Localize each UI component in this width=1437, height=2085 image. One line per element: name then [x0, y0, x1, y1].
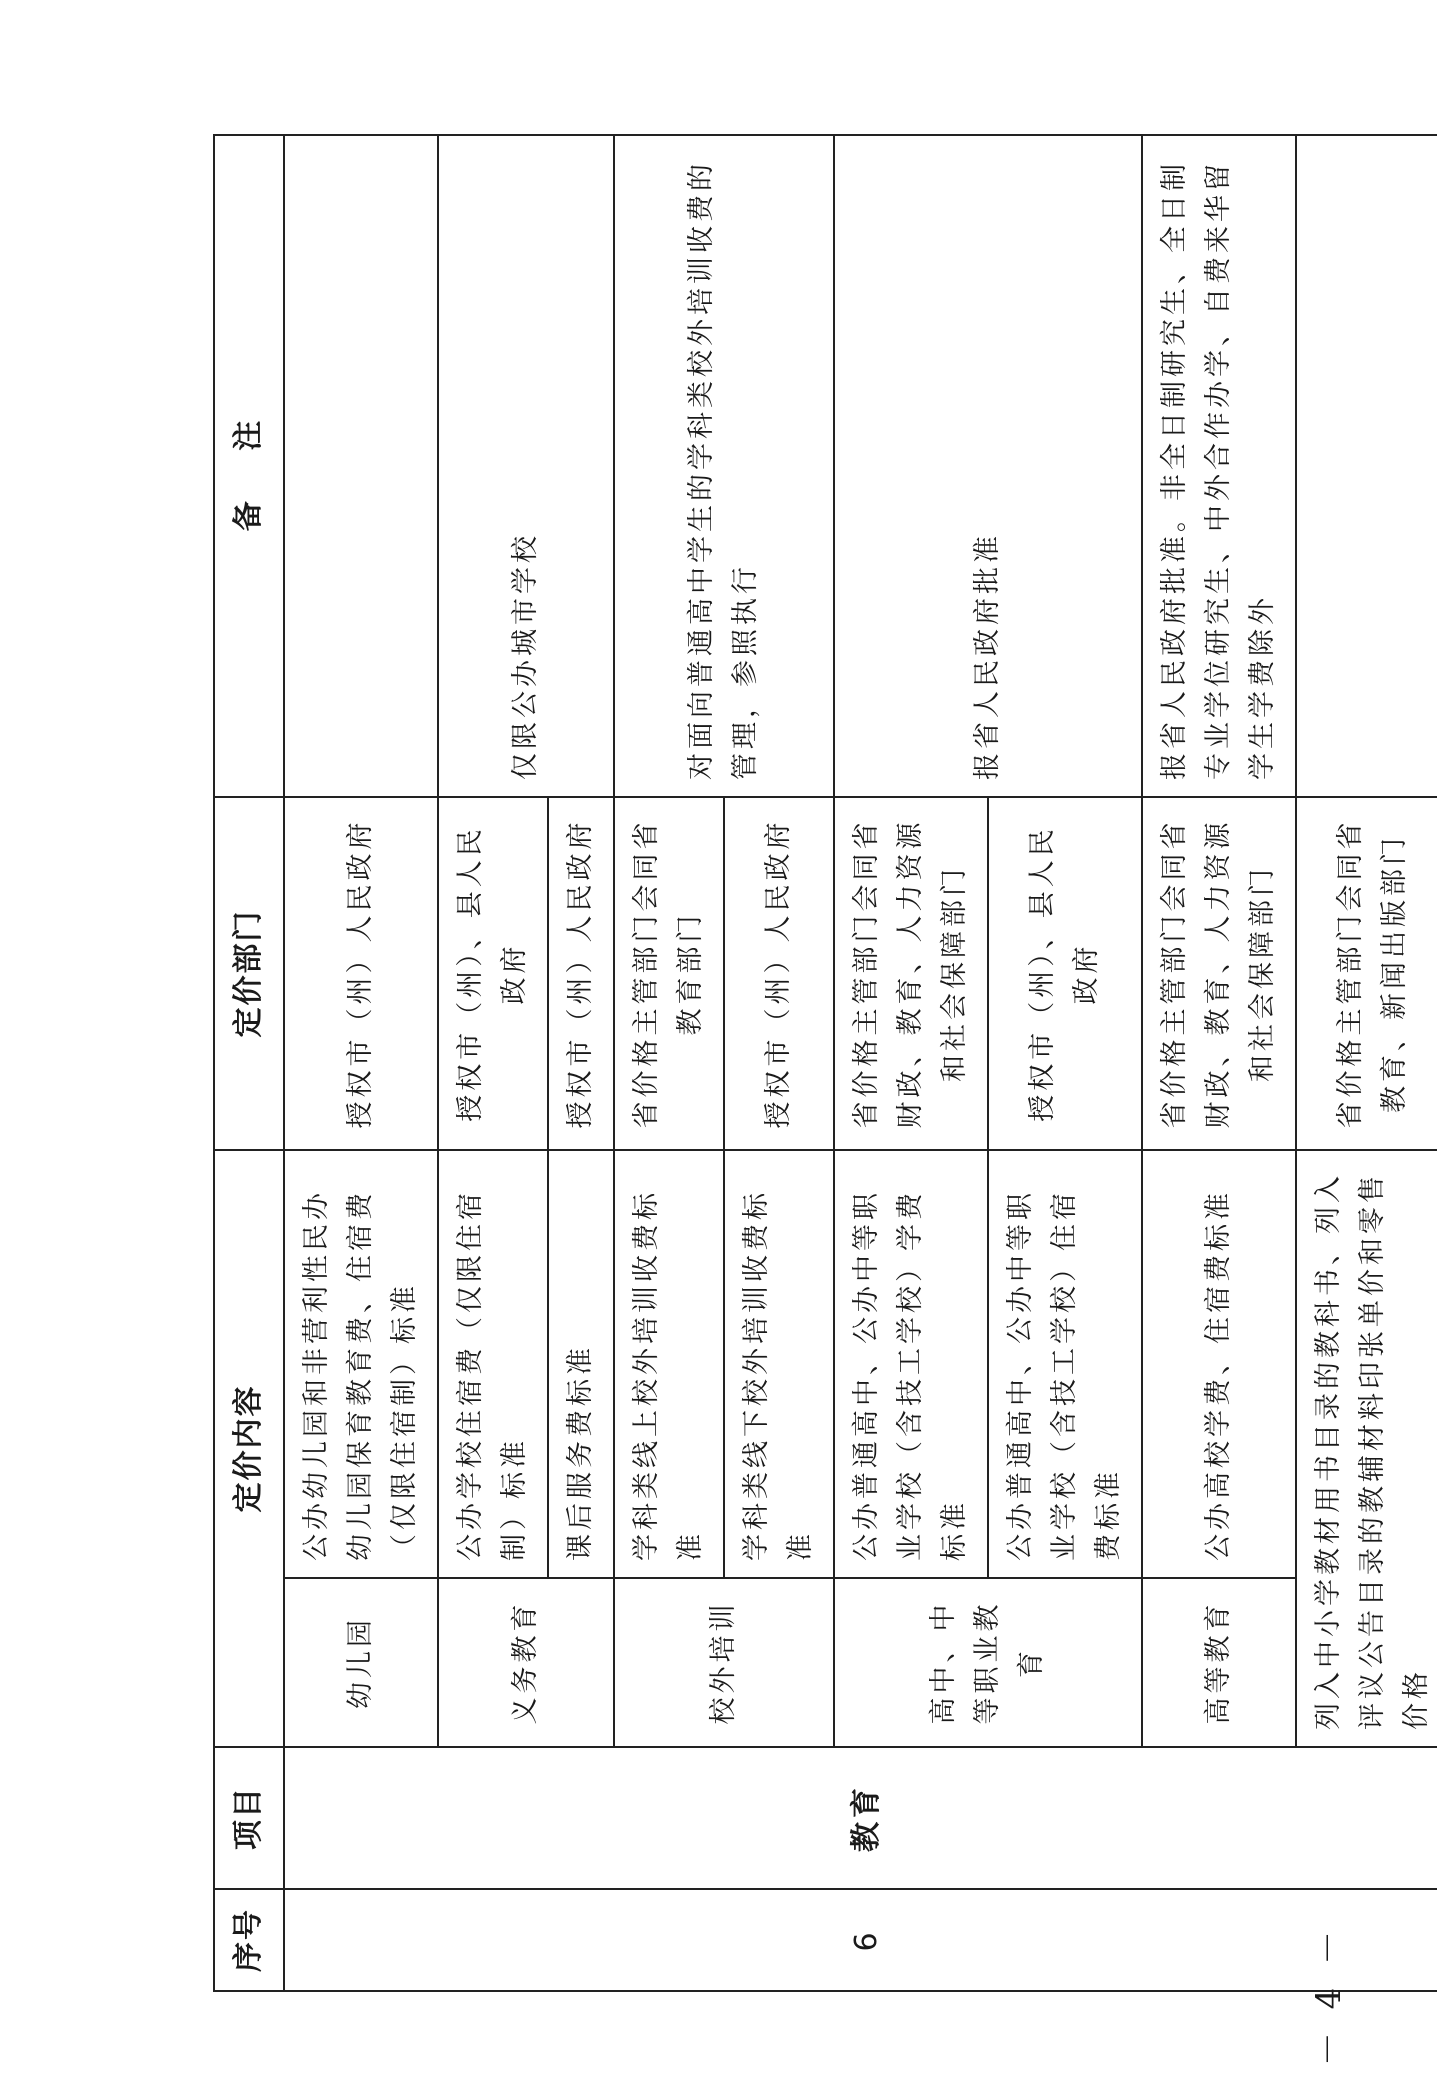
table-row — [1142, 135, 1296, 1991]
remarks-cell: 对面向普通高中学生的学科类校外培训收费的管理，参照执行 — [614, 135, 834, 797]
department-cell: 授权市（州）人民政府 — [724, 797, 834, 1150]
table-row — [834, 135, 988, 1991]
remarks-cell: 报省人民政府批准。非全日制研究生、全日制专业学位研究生、中外合作办学、自费来华留学生学费除外 — [1142, 135, 1296, 797]
seq-cell: 6 — [284, 1889, 1437, 1991]
category-cell: 义务教育 — [438, 1578, 614, 1747]
department-cell: 授权市（州）人民政府 — [284, 797, 438, 1150]
item-cell: 教育 — [284, 1747, 1437, 1889]
pricing-table — [213, 134, 1437, 1992]
content-cell: 公办普通高中、公办中等职业学校（含技工学校）学费标准 — [834, 1150, 988, 1578]
header-department: 定价部门 — [214, 797, 284, 1150]
department-cell: 授权市（州）、县人民政府 — [438, 797, 548, 1150]
department-cell: 省价格主管部门会同省教育部门 — [614, 797, 724, 1150]
department-cell: 省价格主管部门会同省财政、教育、人力资源和社会保障部门 — [834, 797, 988, 1150]
remarks-cell — [1296, 135, 1437, 797]
header-remarks: 备 注 — [214, 135, 284, 797]
category-cell: 校外培训 — [614, 1578, 834, 1747]
page-number — [1296, 1915, 1356, 2075]
rotated-page — [213, 136, 1432, 1992]
category-cell: 高中、中等职业教育 — [834, 1578, 1142, 1747]
header-content: 定价内容 — [214, 1150, 284, 1747]
header-item: 项目 — [214, 1747, 284, 1889]
department-cell: 授权市（州）、县人民政府 — [988, 797, 1142, 1150]
table-row — [614, 135, 724, 1991]
remarks-cell: 报省人民政府批准 — [834, 135, 1142, 797]
remarks-cell — [284, 135, 438, 797]
content-cell: 公办普通高中、公办中等职业学校（含技工学校）住宿费标准 — [988, 1150, 1142, 1578]
table-row — [438, 135, 548, 1991]
department-cell: 授权市（州）人民政府 — [548, 797, 614, 1150]
content-cell: 公办高校学费、住宿费标准 — [1142, 1150, 1296, 1578]
content-cell: 公办学校住宿费（仅限住宿制）标准 — [438, 1150, 548, 1578]
remarks-cell: 仅限公办城市学校 — [438, 135, 614, 797]
table-header-row — [214, 135, 284, 1991]
content-cell: 列入中小学教材用书目录的教科书、列入评议公告目录的教辅材料印张单价和零售价格 — [1296, 1150, 1437, 1747]
category-cell: 高等教育 — [1142, 1578, 1296, 1747]
department-cell: 省价格主管部门会同省教育、新闻出版部门 — [1296, 797, 1437, 1150]
header-seq: 序号 — [214, 1889, 284, 1991]
page-number-text: － 4 － — [1309, 1924, 1350, 2066]
content-cell: 公办幼儿园和非营利性民办幼儿园保育教育费、住宿费（仅限住宿制）标准 — [284, 1150, 438, 1578]
content-cell: 学科类线上校外培训收费标准 — [614, 1150, 724, 1578]
content-cell: 课后服务费标准 — [548, 1150, 614, 1578]
table-row — [1296, 135, 1437, 1991]
table-row — [284, 135, 438, 1991]
content-cell: 学科类线下校外培训收费标准 — [724, 1150, 834, 1578]
department-cell: 省价格主管部门会同省财政、教育、人力资源和社会保障部门 — [1142, 797, 1296, 1150]
category-cell: 幼儿园 — [284, 1578, 438, 1747]
